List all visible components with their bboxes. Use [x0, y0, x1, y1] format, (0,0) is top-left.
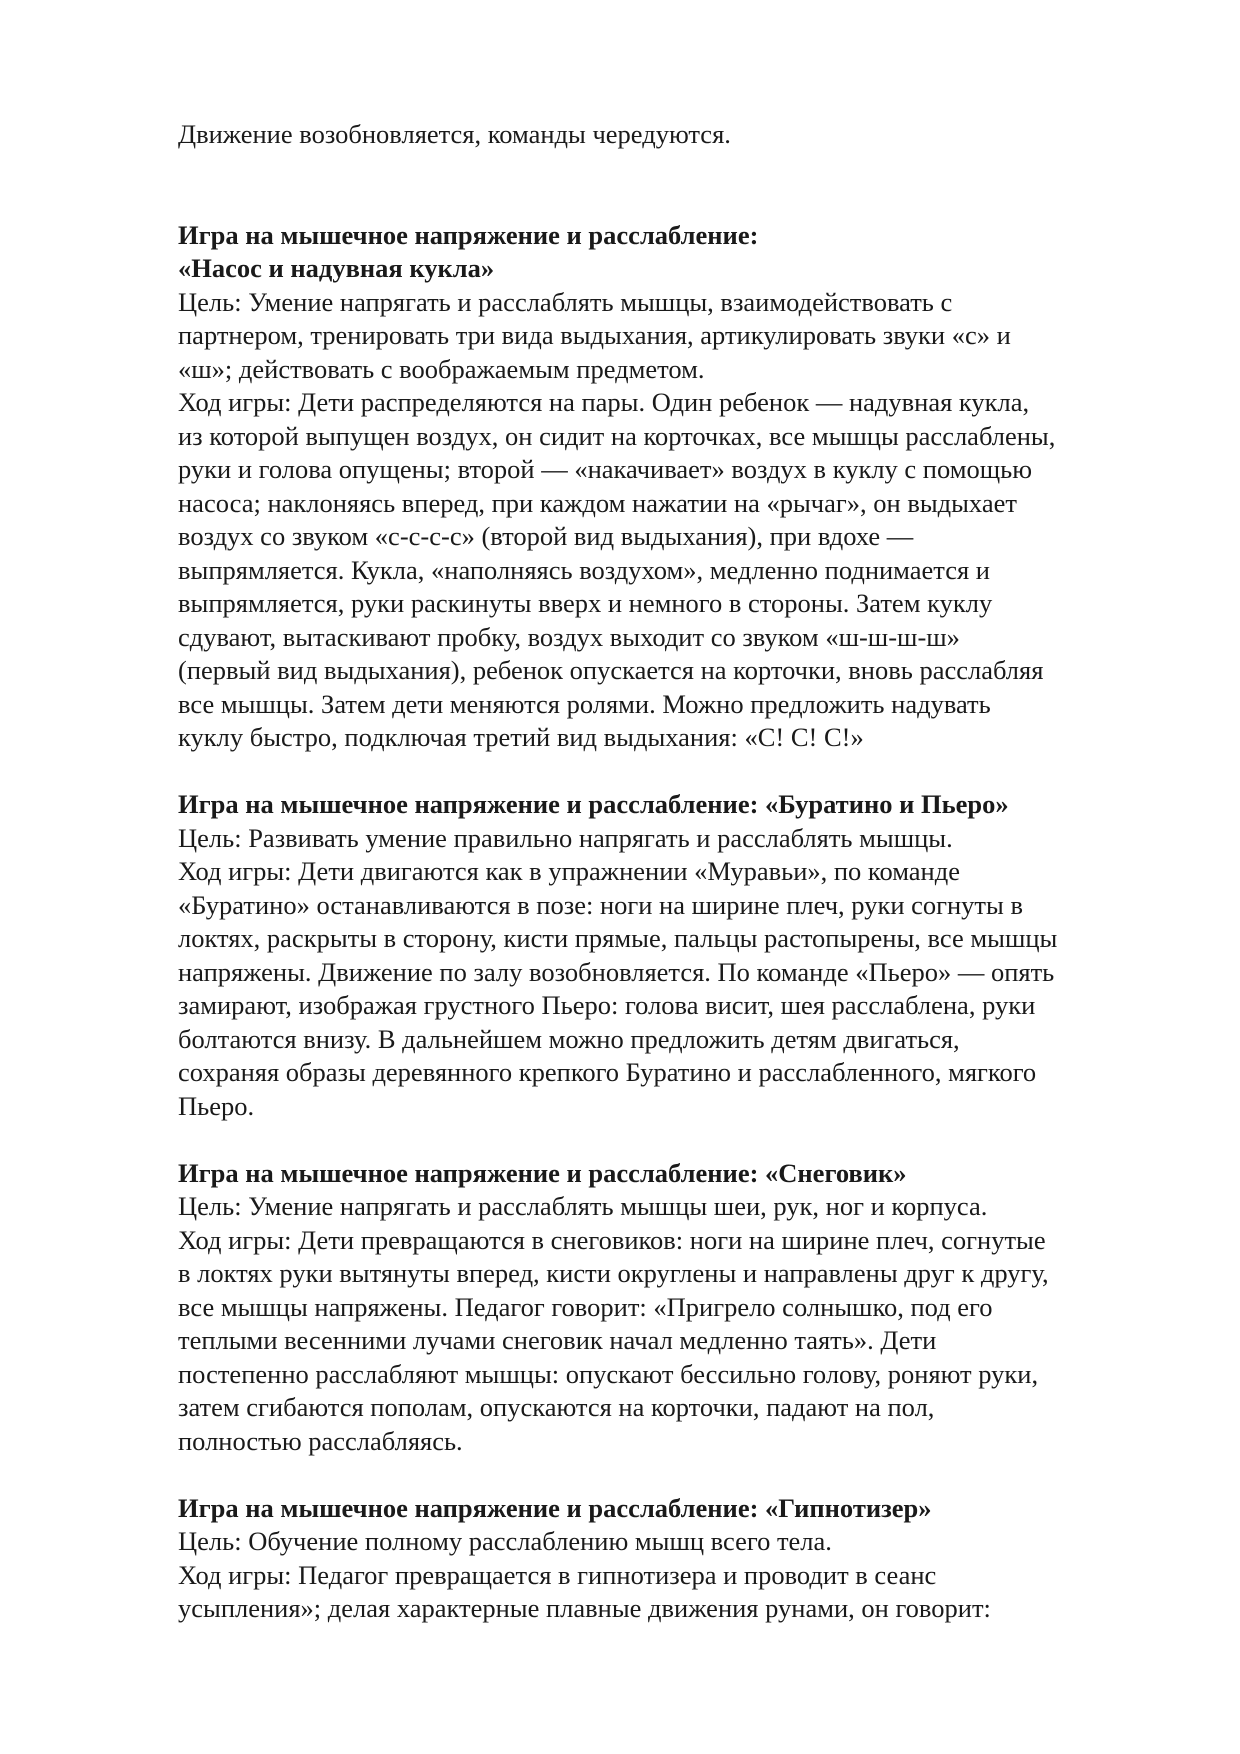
spacer [178, 1458, 1178, 1492]
section-body [178, 1525, 1178, 1626]
text-line: из которой выпущен воздух, он сидит на корточках, все мышцы расслаблены, [178, 420, 1056, 451]
text-line: Пьеро. [178, 1090, 255, 1121]
text-line: насоса; наклоняясь вперед, при каждом нажатии на «рычаг», он выдыхает [178, 487, 1017, 518]
text-line: Цель: Развивать умение правильно напрягать и расслаблять мышцы. [178, 822, 953, 853]
text-line: куклу быстро, подключая третий вид выдыхания: «С! С! С!» [178, 722, 864, 752]
text-line: Ход игры: Дети превращаются в снеговиков: ноги на ширине плеч, согнутые [178, 1224, 1046, 1255]
section-heading [178, 1492, 1178, 1526]
spacer [178, 1123, 1178, 1157]
text-line: затем сгибаются пополам, опускаются на корточки, падают на пол, [178, 1392, 935, 1422]
section-pump-and-doll [178, 219, 1178, 755]
section-pinocchio-and-pierrot [178, 788, 1178, 1123]
text-line: «Буратино» останавливаются в позе: ноги на ширине плеч, руки согнуты в [178, 889, 1023, 920]
text-line: постепенно расслабляют мышцы: опускают бессильно голову, роняют руки, [178, 1358, 1039, 1389]
text-line: выпрямляется. Кукла, «наполняясь воздухом», медленно поднимается и [178, 554, 990, 585]
text-line: Ход игры: Дети распределяются на пары. Один ребенок — надувная кукла, [178, 387, 1030, 417]
text-line: Цель: Умение напрягать и расслаблять мышцы шеи, рук, ног и корпуса. [178, 1191, 988, 1221]
spacer [178, 152, 1178, 219]
text-line: Ход игры: Педагог превращается в гипнотизера и проводит в сеанс [178, 1559, 937, 1590]
text-line: полностью расслабляясь. [178, 1425, 463, 1456]
text-line: в локтях руки вытянуты вперед, кисти округлены и направлены друг к другу, [178, 1258, 1049, 1288]
section-hypnotist [178, 1492, 1178, 1626]
text-line: сохраняя образы деревянного крепкого Буратино и расслабленного, мягкого [178, 1057, 1037, 1087]
text-line: напряжены. Движение по залу возобновляется. По команде «Пьеро» — опять [178, 956, 1055, 987]
section-body [178, 286, 1178, 755]
text-line: выпрямляется, руки раскинуты вверх и немного в стороны. Затем куклу [178, 588, 993, 618]
section-heading [178, 219, 1178, 286]
heading-line: Игра на мышечное напряжение и расслабление: [178, 219, 759, 250]
page-content [178, 118, 1178, 1626]
spacer [178, 755, 1178, 789]
section-snowman [178, 1157, 1178, 1459]
text-line: Цель: Умение напрягать и расслаблять мышцы, взаимодействовать с [178, 286, 953, 317]
text-line: локтях, раскрыты в сторону, кисти прямые, пальцы растопырены, все мышцы [178, 923, 1058, 953]
text-line: партнером, тренировать три вида выдыхания, артикулировать звуки «с» и [178, 320, 1011, 350]
intro-paragraph [178, 118, 1178, 152]
text-line: Движение возобновляется, команды чередуются. [178, 119, 731, 149]
heading-line: Игра на мышечное напряжение и расслабление: «Буратино и Пьеро» [178, 789, 1009, 819]
text-line: все мышцы. Затем дети меняются ролями. Можно предложить надувать [178, 688, 991, 719]
section-body [178, 1190, 1178, 1458]
text-line: замирают, изображая грустного Пьеро: голова висит, шея расслаблена, руки [178, 990, 1036, 1020]
heading-line: «Насос и надувная кукла» [178, 253, 495, 283]
text-line: сдувают, вытаскивают пробку, воздух выходит со звуком «ш-ш-ш-ш» [178, 621, 960, 652]
text-line: усыпления»; делая характерные плавные движения рунами, он говорит: [178, 1593, 991, 1623]
section-heading [178, 1157, 1178, 1191]
text-line: (первый вид выдыхания), ребенок опускается на корточки, вновь расслабляя [178, 655, 1044, 685]
text-line: Цель: Обучение полному расслаблению мышц всего тела. [178, 1526, 832, 1556]
text-line: Ход игры: Дети двигаются как в упражнении «Муравьи», по команде [178, 856, 960, 886]
text-line: все мышцы напряжены. Педагог говорит: «Пригрело солнышко, под его [178, 1291, 993, 1322]
text-line: теплыми весенними лучами снеговик начал медленно таять». Дети [178, 1325, 937, 1355]
text-line: «ш»; действовать с воображаемым предметом. [178, 353, 705, 384]
heading-line: Игра на мышечное напряжение и расслабление: «Снеговик» [178, 1157, 907, 1188]
text-line: болтаются внизу. В дальнейшем можно предложить детям двигаться, [178, 1023, 960, 1054]
text-line: руки и голова опущены; второй — «накачивает» воздух в куклу с помощью [178, 454, 1033, 484]
heading-line: Игра на мышечное напряжение и расслабление: «Гипнотизер» [178, 1492, 932, 1523]
section-body [178, 822, 1178, 1124]
text-line: воздух со звуком «с-с-с-с» (второй вид выдыхания), при вдохе — [178, 521, 914, 551]
section-heading [178, 788, 1178, 822]
